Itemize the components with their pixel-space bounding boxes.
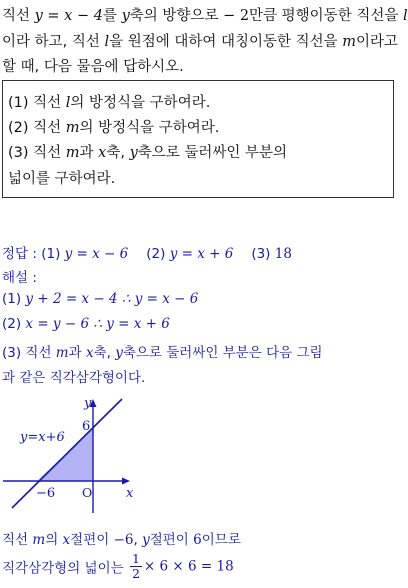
text: 축의 방향으로 bbox=[129, 8, 224, 24]
solution-3-cont bbox=[2, 366, 145, 386]
text: 절편이 bbox=[149, 532, 194, 548]
conclusion-2 bbox=[2, 552, 234, 586]
question-2 bbox=[8, 116, 219, 137]
var-m: m bbox=[65, 120, 80, 136]
var-y: y bbox=[115, 345, 123, 361]
line-label: y=x+6 bbox=[20, 430, 65, 445]
text: 의 방정식을 구하여라. bbox=[79, 120, 220, 136]
var-m: m bbox=[32, 532, 46, 548]
equation: y = x − 4 bbox=[34, 8, 103, 24]
denominator: 2 bbox=[131, 566, 140, 581]
text: 이라고 bbox=[356, 34, 399, 50]
text: 이라 하고, 직선 bbox=[2, 34, 105, 50]
var-l: l bbox=[65, 95, 71, 111]
text: 과 bbox=[79, 145, 99, 161]
answer-line bbox=[2, 242, 292, 262]
numerator: 1 bbox=[131, 551, 140, 566]
solution-3 bbox=[2, 341, 323, 361]
text: 과 같은 직각삼각형이다. bbox=[2, 370, 146, 386]
var-m: m bbox=[342, 34, 357, 50]
line-m bbox=[12, 399, 122, 508]
text: (2) bbox=[2, 316, 26, 332]
var-m: m bbox=[55, 345, 69, 361]
answer-2: y = x + 6 bbox=[169, 246, 234, 262]
problem-line-1 bbox=[2, 4, 408, 25]
fraction-half bbox=[130, 552, 142, 581]
answer-label: 정답 : bbox=[2, 246, 42, 262]
text: 이므로 bbox=[201, 532, 241, 548]
var-m: m bbox=[65, 145, 80, 161]
text: 절편이 bbox=[70, 532, 114, 548]
text: (3) 직선 bbox=[2, 345, 56, 361]
question-3-cont bbox=[8, 167, 115, 188]
solution-label bbox=[2, 266, 37, 286]
text: 축, bbox=[106, 145, 130, 161]
value: −6 bbox=[113, 532, 134, 548]
text: (2) bbox=[146, 246, 170, 262]
text: 축으로 둘러싸인 부분의 bbox=[137, 145, 288, 161]
solution-1 bbox=[2, 291, 198, 307]
solution-2 bbox=[2, 316, 170, 332]
x-axis-arrow bbox=[122, 478, 130, 485]
value: 6 bbox=[193, 532, 202, 548]
answer-3: 18 bbox=[274, 246, 292, 262]
text: 직각삼각형의 넓이는 bbox=[2, 560, 128, 577]
text: (1) bbox=[41, 246, 65, 262]
answer-1: y = x − 6 bbox=[64, 246, 129, 262]
y-intercept-label: 6 bbox=[82, 419, 91, 434]
var-y: y bbox=[121, 8, 130, 24]
var-l: l bbox=[104, 34, 110, 50]
text: 를 bbox=[102, 8, 122, 24]
text: 과 bbox=[68, 345, 86, 361]
text: (2) 직선 bbox=[8, 120, 66, 136]
area-expression: × 6 × 6 = 18 bbox=[143, 558, 234, 575]
origin-label: O bbox=[82, 485, 93, 500]
equation: x = y − 6 ∴ y = x + 6 bbox=[25, 316, 170, 332]
amount: − 2 bbox=[223, 8, 250, 24]
x-intercept-label: −6 bbox=[36, 486, 56, 501]
text: 축으로 둘러싸인 부분은 다음 그림 bbox=[122, 345, 323, 361]
x-axis-label: x bbox=[126, 486, 134, 501]
y-axis-label: y bbox=[84, 396, 92, 411]
question-3 bbox=[8, 141, 287, 162]
conclusion-1 bbox=[2, 528, 241, 548]
var-x: x bbox=[62, 532, 71, 548]
var-l: l bbox=[402, 8, 408, 24]
text: (3) 직선 bbox=[8, 145, 66, 161]
text: 의 방정식을 구하여라. bbox=[70, 95, 211, 111]
question-box bbox=[2, 80, 394, 198]
text: , bbox=[133, 532, 143, 548]
var-x: x bbox=[85, 345, 94, 361]
text: 만큼 평행이동한 직선을 bbox=[249, 8, 403, 24]
text: 의 bbox=[45, 532, 63, 548]
text: 넓이를 구하여라. bbox=[8, 171, 116, 187]
var-y: y bbox=[129, 145, 138, 161]
problem-line-3 bbox=[2, 55, 184, 76]
text: 해설 : bbox=[2, 270, 37, 286]
triangle-figure bbox=[0, 393, 200, 518]
problem-line-2 bbox=[2, 30, 398, 51]
text: 직선 bbox=[2, 532, 33, 548]
text: 축, bbox=[93, 345, 116, 361]
var-x: x bbox=[98, 145, 107, 161]
var-y: y bbox=[142, 532, 150, 548]
text: 할 때, 다음 물음에 답하시오. bbox=[2, 59, 184, 75]
text: 을 원점에 대하여 대칭이동한 직선을 bbox=[109, 34, 343, 50]
text: (1) 직선 bbox=[8, 95, 66, 111]
text: (1) bbox=[2, 291, 26, 307]
question-1 bbox=[8, 91, 210, 112]
text: (3) bbox=[251, 246, 275, 262]
text: 직선 bbox=[2, 8, 35, 24]
equation: y + 2 = x − 4 ∴ y = x − 6 bbox=[25, 291, 199, 307]
